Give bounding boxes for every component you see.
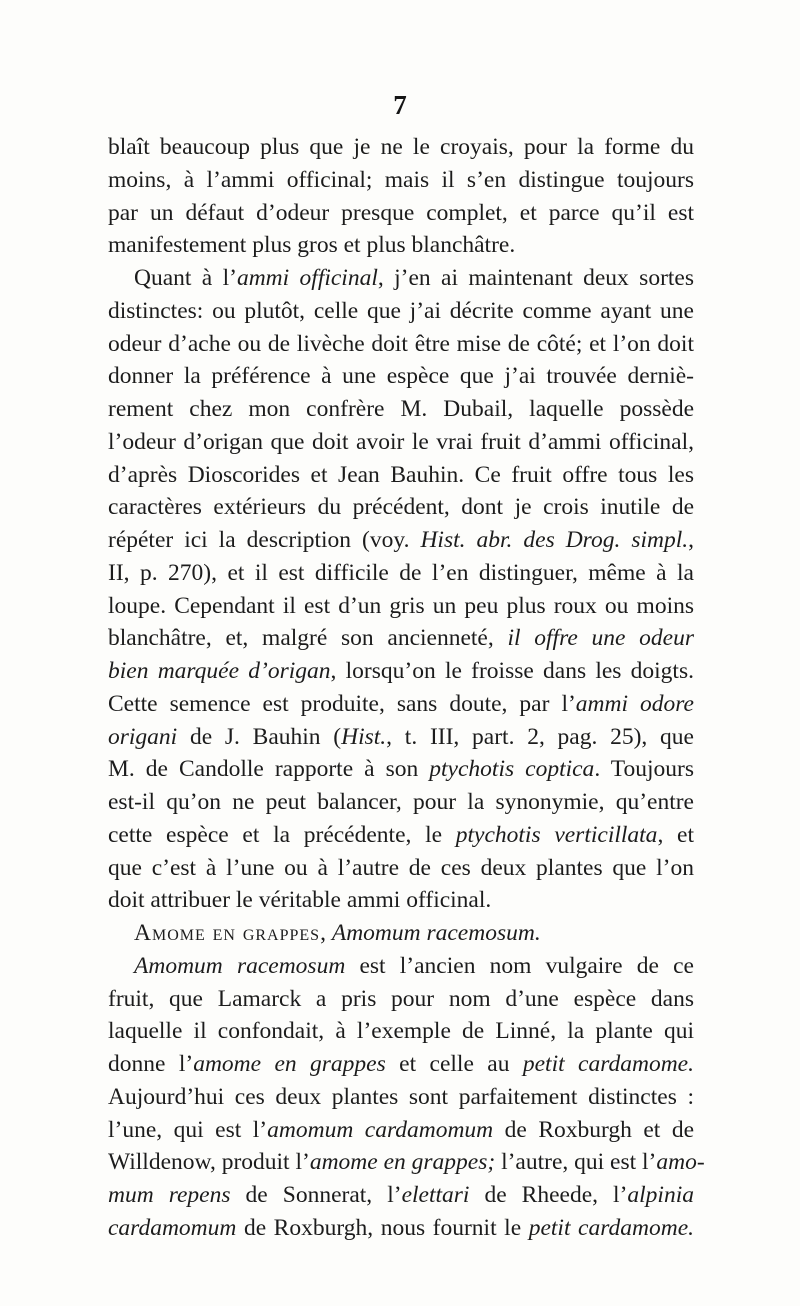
italic-text: Hist. [341,723,387,750]
text-line [108,1179,694,1212]
italic-text: elettari [401,1182,470,1208]
text-line [108,1015,694,1048]
text-line [108,328,694,361]
text-line [108,884,694,917]
text-segment: Aujourd’hui ces deux plantes sont parfaitement distinctes : [108,1083,694,1110]
text-line [108,1212,694,1245]
text-segment: caractères extérieurs du précédent, dont je crois inutile de [108,494,694,521]
text-line [108,1048,694,1081]
small-caps-text: Amome en grappes [134,920,321,946]
italic-text: origani [108,723,178,750]
text-line [108,721,694,754]
text-line [108,197,694,230]
text-line [108,295,694,328]
text-segment: Cette semence est produite, sans doute, par l’ [108,690,576,717]
text-segment: et celle au [385,1051,523,1077]
text-line [108,655,694,688]
text-segment: de Roxburgh, nous fournit le [236,1214,529,1241]
text-segment: est l’ancien nom vulgaire de ce [345,952,694,979]
text-line [108,622,694,655]
text-line [108,131,694,164]
text-segment: que c’est à l’une ou à l’autre de ces deux plantes que l’on [108,854,694,881]
text-line [108,753,694,786]
text-segment: , [320,920,332,946]
body-text [108,131,705,1245]
text-line [108,786,694,819]
italic-text: ammi odore [575,690,694,717]
italic-text: cardamomum [108,1214,237,1241]
italic-text: amomum cardamomum [267,1116,494,1143]
text-segment: , t. III, part. 2, pag. 25), que [386,723,694,750]
italic-text: amo- [656,1149,705,1176]
text-segment: donne l’ [108,1051,194,1077]
text-line [108,524,694,557]
italic-text: Hist. abr. des Drog. simpl. [420,527,689,553]
text-line [108,491,694,524]
text-segment: , j’en ai maintenant deux sortes [377,265,694,291]
text-segment: de Roxburgh et de [493,1116,695,1143]
text-line [108,950,694,983]
text-line [108,819,694,852]
text-segment: l’odeur d’origan que doit avoir le vrai fruit d’ammi officinal, [108,428,694,455]
italic-text: alpinia [627,1182,694,1208]
text-segment: , lorsqu’on le froisse dans les doigts. [330,658,694,684]
italic-text: petit cardamome. [528,1214,695,1241]
text-segment: de Sonnerat, l’ [230,1182,402,1208]
text-segment: blaît beaucoup plus que je ne le croyais, pour la forme du [108,134,694,160]
text-segment: d’après Dioscorides et Jean Bauhin. Ce fruit offre tous les [108,461,694,488]
text-line [108,1114,694,1147]
italic-text: petit cardamome. [522,1051,694,1077]
text-segment: de Rheede, l’ [469,1182,628,1208]
text-line [108,852,694,885]
text-segment: répéter ici la description (voy. [108,527,421,553]
italic-text: ammi officinal [236,265,378,291]
text-segment: laquelle il confondait, à l’exemple de Linné, la plante qui [108,1018,694,1045]
text-line [108,688,694,721]
italic-text: il offre une odeur [507,625,694,652]
italic-text: Amomum racemosum. [331,920,541,946]
italic-text: amome en grappes; [309,1149,496,1176]
text-segment: manifestement plus gros et plus blanchâtre. [108,232,516,259]
text-line [108,262,694,295]
text-line [108,557,694,590]
italic-text: amome en grappes [193,1051,386,1077]
italic-text: ptychotis coptica [429,756,595,783]
text-line [108,393,694,426]
text-segment: Willdenow, produit l’ [108,1149,310,1176]
text-line [108,1081,694,1114]
italic-text: Amomum racemosum [134,952,346,979]
text-segment: est-il qu’on ne peut balancer, pour la synonymie, qu’entre [108,789,694,815]
text-segment: l’une, qui est l’ [108,1116,268,1143]
text-segment: distinctes: ou plutôt, celle que j’ai décrite comme ayant une [108,297,694,324]
text-line [108,229,694,262]
italic-text: ptychotis verticillata [455,821,658,848]
text-segment: Quant à l’ [134,265,237,291]
text-segment: fruit, que Lamarck a pris pour nom d’une espèce dans [108,985,694,1012]
text-segment: loupe. Cependant il est d’un gris un peu plus roux ou moins [108,592,694,619]
text-line [108,426,694,459]
text-segment: odeur d’ache ou de livèche doit être mise de côté; et l’on doit [108,330,694,357]
text-line [108,983,694,1016]
italic-text: bien marquée d’origan [108,658,331,684]
text-segment: moins, à l’ammi officinal; mais il s’en distingue toujours [108,166,694,193]
text-segment: , [688,527,694,553]
section-heading [108,917,694,950]
text-segment: de J. Bauhin ( [177,723,342,750]
italic-text: mum repens [108,1182,231,1208]
text-line [108,590,694,623]
text-line [108,164,694,197]
text-segment: par un défaut d’odeur presque complet, et parce qu’il est [108,199,694,226]
text-line [108,459,694,492]
text-segment: l’autre, qui est l’ [495,1149,657,1176]
text-segment: . Toujours [594,756,694,783]
page-number: 7 [393,90,407,120]
text-line [108,1146,705,1179]
text-segment: doit attribuer le véritable ammi officinal. [108,887,492,914]
text-segment: rement chez mon confrère M. Dubail, laquelle possède [108,396,694,422]
text-segment: II, p. 270), et il est difficile de l’en distinguer, même à la [108,559,694,586]
text-segment: blanchâtre, et, malgré son ancienneté, [108,625,508,652]
text-segment: , et [657,821,694,848]
text-segment: donner la préférence à une espèce que j’ai trouvée derniè- [108,363,694,390]
text-segment: cette espèce et la précédente, le [108,821,456,848]
text-segment: M. de Candolle rapporte à son [108,756,430,783]
text-line [108,360,694,393]
